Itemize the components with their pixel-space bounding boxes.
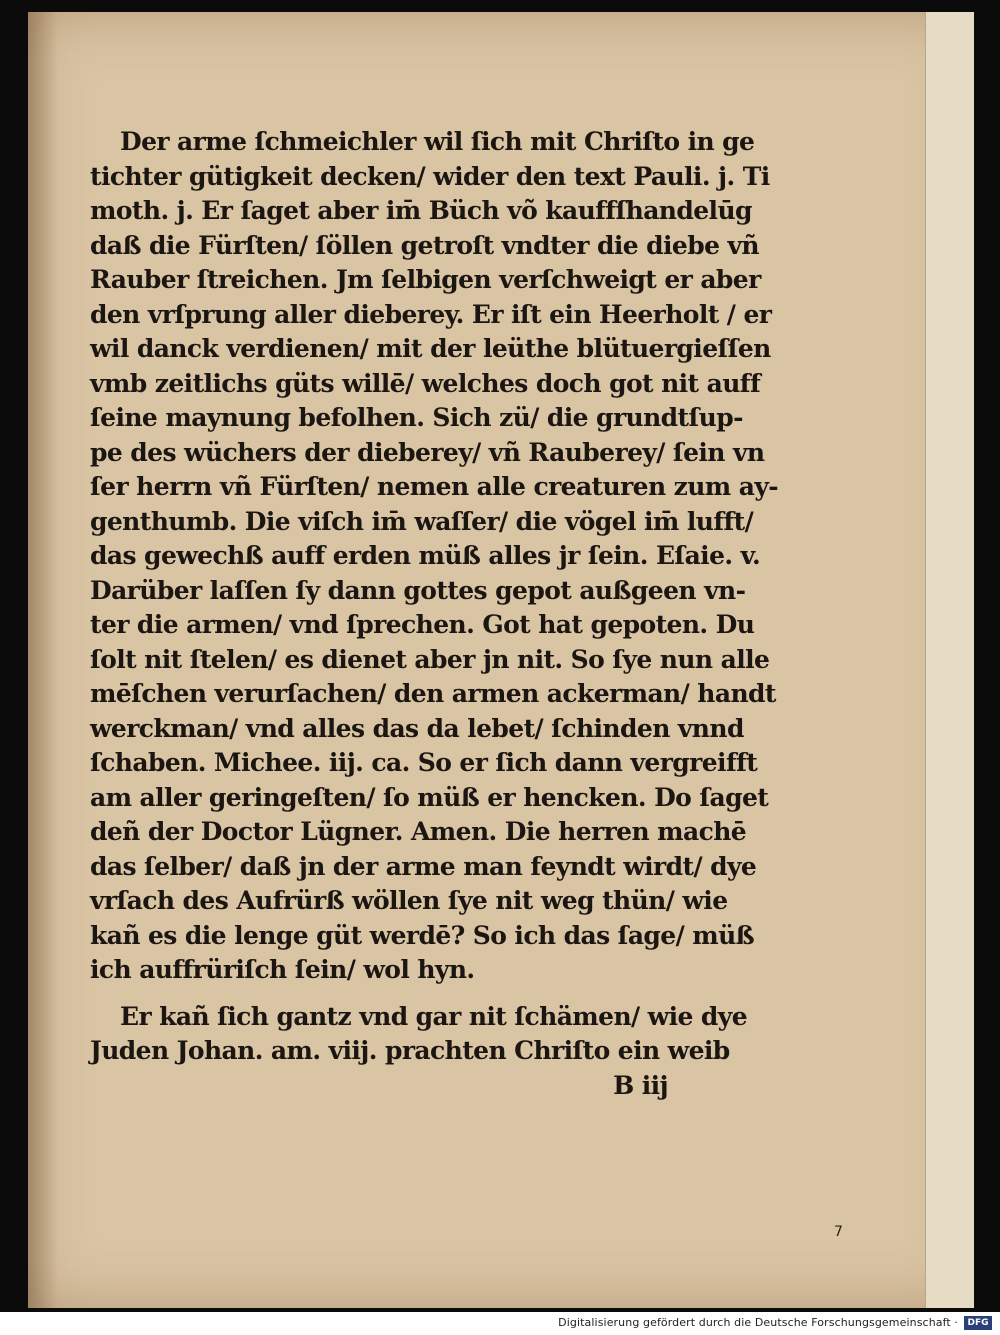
footer-bar [0,1312,1000,1335]
text-line: kañ es die lenge güt werdē? So ich das ſage/ müß [90,920,755,950]
text-line: ſeine maynung befolhen. Sich zü/ die grundtſup- [90,403,743,432]
text-line: Er kañ ſich gantz vnd gar nit ſchämen/ wie dye [120,1001,748,1031]
signature-mark: B iij [613,1070,668,1100]
text-line: tichter gütigkeit decken/ wider den text Pauli. j. Ti [90,161,770,191]
margin-page-number: 7 [834,1224,843,1240]
text-line: vrſach des Aufrürß wöllen ſye nit weg thün/ wie [90,886,728,915]
scanned-page [28,12,974,1308]
page-edge [925,12,974,1308]
text-line: das ſelber/ daß jn der arme man feyndt wirdt/ dye [90,851,757,881]
text-line: ich auffrüriſch ſein/ wol hyn. [90,955,475,984]
paragraph-gap [90,988,710,1000]
text-line: den vrſprung aller dieberey. Er iſt ein Heerholt / er [90,299,772,329]
text-line: Rauber ſtreichen. Jm ſelbigen verſchweigt er aber [90,265,761,294]
text-line: das gewechß auff erden müß alles jr ſein. Eſaie. v. [90,541,761,570]
gutter-shadow [28,12,58,1308]
text-line: ſolt nit ſtelen/ es dienet aber jn nit. So ſye nun alle [90,644,770,674]
text-line: moth. j. Er ſaget aber im̄ Büch võ kauffſhandelūg [90,196,752,225]
text-line: Der arme ſchmeichler wil ſich mit Chriſto in ge [120,127,755,156]
text-line: Darüber laſſen ſy dann gottes gepot außgeen vn- [90,575,746,605]
text-line: deñ der Doctor Lügner. Amen. Die herren machē [90,817,747,846]
footer-credit: Digitalisierung gefördert durch die Deutsche Forschungsgemeinschaft · [558,1316,958,1329]
text-line: pe des wüchers der dieberey/ vñ Rauberey/ ſein vn [90,437,765,467]
text-line: vmb zeitlichs güts willē/ welches doch got nit auff [90,368,761,398]
text-block [90,125,779,1103]
text-line: daß die Fürſten/ ſöllen getroſt vndter die diebe vñ [90,230,760,260]
text-line: am aller geringeſten/ ſo müß er hencken. Do ſaget [90,782,769,812]
text-line: ſer herrn vñ Fürſten/ nemen alle creaturen zum ay- [90,472,779,501]
text-line: ſchaben. Michee. iij. ca. So er ſich dann vergreifft [90,748,758,777]
text-line: genthumb. Die viſch im̄ waſſer/ die vögel im̄ lufft/ [90,506,754,536]
text-line: ter die armen/ vnd ſprechen. Got hat gepoten. Du [90,610,755,639]
text-line: wil danck verdienen/ mit der leüthe blütuergieſſen [90,334,771,363]
text-line: werckman/ vnd alles das da lebet/ ſchinden vnnd [90,713,744,743]
text-line: Juden Johan. am. viij. prachten Chriſto ein weib [90,1036,730,1065]
text-line: mēſchen verurſachen/ den armen ackerman/ handt [90,679,776,708]
dfg-logo: DFG [964,1316,992,1330]
